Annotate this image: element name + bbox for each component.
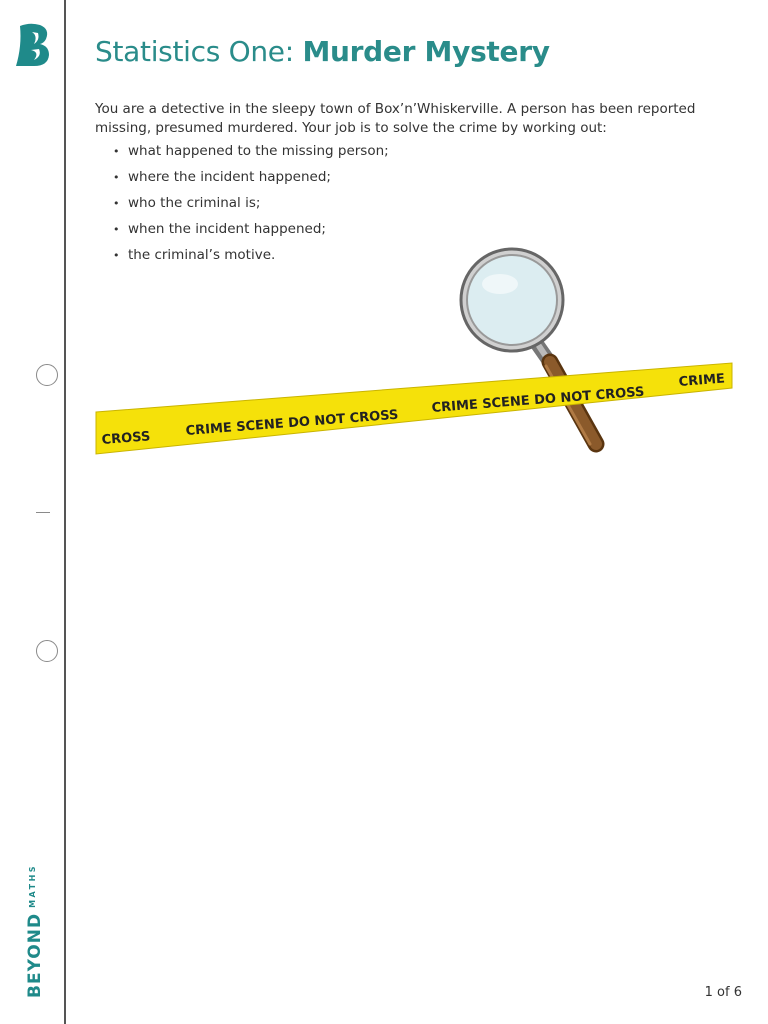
crime-scene-illustration bbox=[90, 240, 750, 470]
tape-text: CRIME bbox=[678, 371, 726, 390]
brand-sub: MATHS bbox=[28, 863, 37, 908]
tape-text: CROSS bbox=[101, 429, 151, 448]
title-light: Statistics One: bbox=[95, 35, 303, 68]
brand-word: BEYOND bbox=[25, 912, 45, 998]
list-item: • who the criminal is; bbox=[113, 195, 261, 211]
list-item: • where the incident happened; bbox=[113, 169, 331, 185]
list-item: • the criminal’s motive. bbox=[113, 247, 276, 263]
list-item: • what happened to the missing person; bbox=[113, 143, 389, 159]
page-title bbox=[95, 35, 550, 68]
tape-text: CRIME SCENE DO NOT CROSS bbox=[185, 407, 399, 439]
punch-hole-bottom bbox=[36, 640, 58, 662]
crime-scene-tape bbox=[96, 363, 732, 454]
tape-text: CRIME SCENE DO NOT CROSS bbox=[431, 384, 645, 416]
magnifying-glass-icon bbox=[461, 249, 596, 444]
beyond-logo-icon bbox=[14, 22, 54, 68]
brand-wordmark bbox=[25, 864, 45, 998]
fold-mark bbox=[36, 512, 50, 513]
page-number: 1 of 6 bbox=[704, 985, 742, 1000]
punch-hole-top bbox=[36, 364, 58, 386]
margin-line bbox=[64, 0, 66, 1024]
intro-paragraph: You are a detective in the sleepy town of Box’n’Whiskerville. A person has been reported missing, presumed murdered. Your job is to solve the crime by working out: bbox=[95, 101, 696, 136]
list-item: • when the incident happened; bbox=[113, 221, 326, 237]
title-bold: Murder Mystery bbox=[302, 35, 550, 68]
